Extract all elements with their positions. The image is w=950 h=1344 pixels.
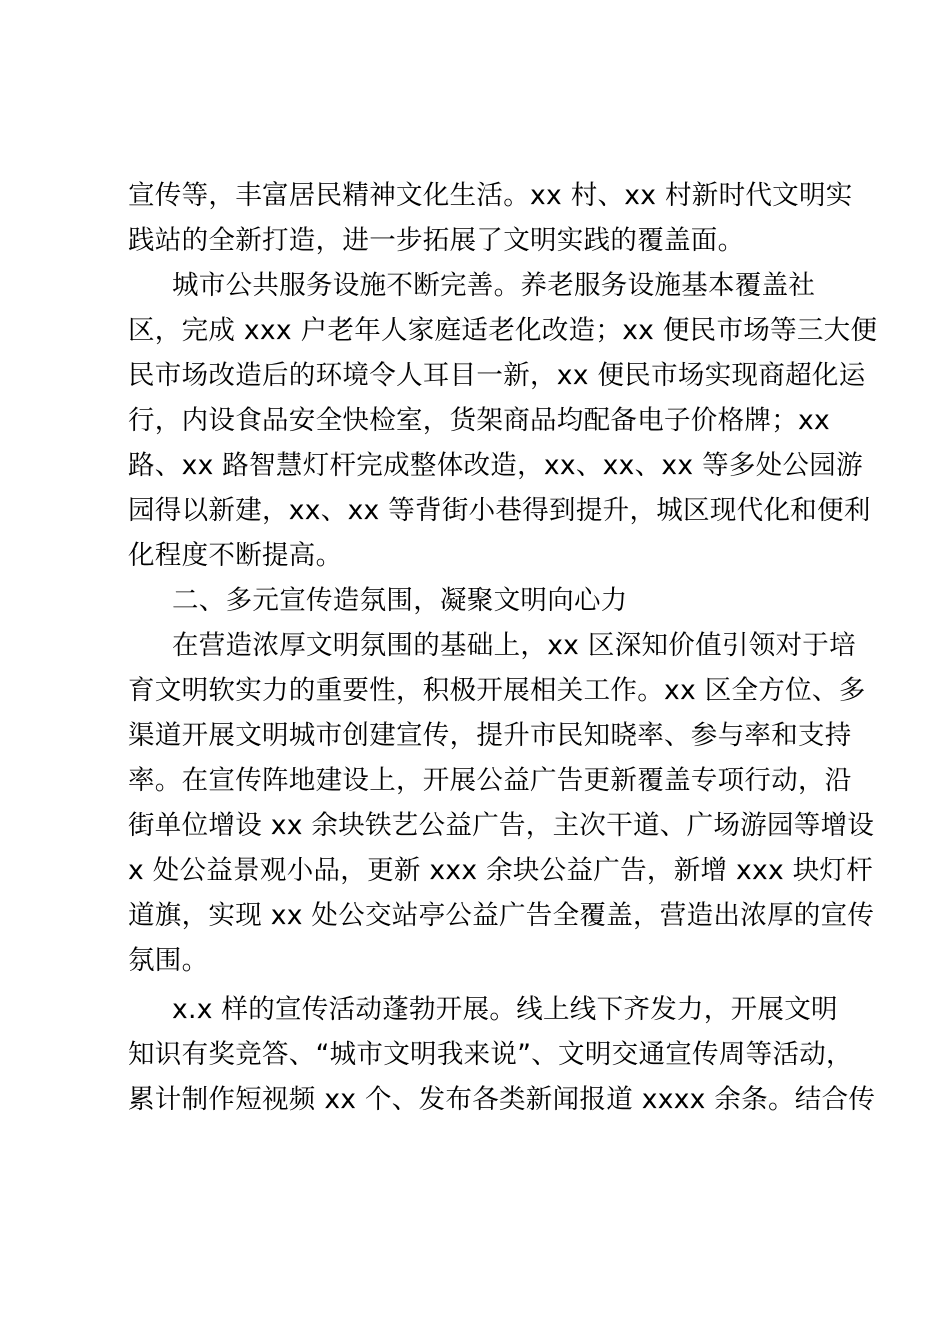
text-line: 率。在宣传阵地建设上，开展公益广告更新覆盖专项行动，沿 — [128, 765, 852, 796]
paragraph-start-line: 在营造浓厚文明氛围的基础上，xx 区深知价值引领对于培 — [172, 630, 856, 661]
paragraph-start-line: 城市公共服务设施不断完善。养老服务设施基本覆盖社 — [172, 270, 816, 301]
text-line: 育文明软实力的重要性，积极开展相关工作。xx 区全方位、多 — [128, 675, 866, 706]
text-line: 渠道开展文明城市创建宣传，提升市民知晓率、参与率和支持 — [128, 720, 852, 751]
text-line: 民市场改造后的环境令人耳目一新，xx 便民市场实现商超化运 — [128, 360, 866, 391]
text-line: x 处公益景观小品，更新 xxx 余块公益广告，新增 xxx 块灯杆 — [128, 855, 874, 886]
text-line: 路、xx 路智慧灯杆完成整体改造，xx、xx、xx 等多处公园游 — [128, 450, 863, 481]
text-line: 宣传等，丰富居民精神文化生活。xx 村、xx 村新时代文明实 — [128, 180, 853, 211]
section-heading: 二、多元宣传造氛围，凝聚文明向心力 — [172, 585, 628, 616]
document-body — [128, 173, 878, 1122]
paragraph-start-line: x.x 样的宣传活动蓬勃开展。线上线下齐发力，开展文明 — [172, 994, 838, 1025]
text-line: 行，内设食品安全快检室，货架商品均配备电子价格牌；xx — [128, 405, 830, 436]
text-line: 践站的全新打造，进一步拓展了文明实践的覆盖面。 — [128, 225, 745, 256]
text-line: 园得以新建，xx、xx 等背街小巷得到提升，城区现代化和便利 — [128, 495, 871, 526]
text-line: 化程度不断提高。 — [128, 540, 343, 571]
text-line: 知识有奖竞答、“城市文明我来说”、文明交通宣传周等活动， — [128, 1039, 853, 1070]
text-line: 街单位增设 xx 余块铁艺公益广告，主次干道、广场游园等增设 — [128, 810, 875, 841]
text-line: 累计制作短视频 xx 个、发布各类新闻报道 xxxx 余条。结合传 — [128, 1084, 876, 1115]
text-line: 氛围。 — [128, 945, 209, 976]
text-line: 区，完成 xxx 户老年人家庭适老化改造；xx 便民市场等三大便 — [128, 315, 878, 346]
text-line: 道旗，实现 xx 处公交站亭公益广告全覆盖，营造出浓厚的宣传 — [128, 900, 875, 931]
